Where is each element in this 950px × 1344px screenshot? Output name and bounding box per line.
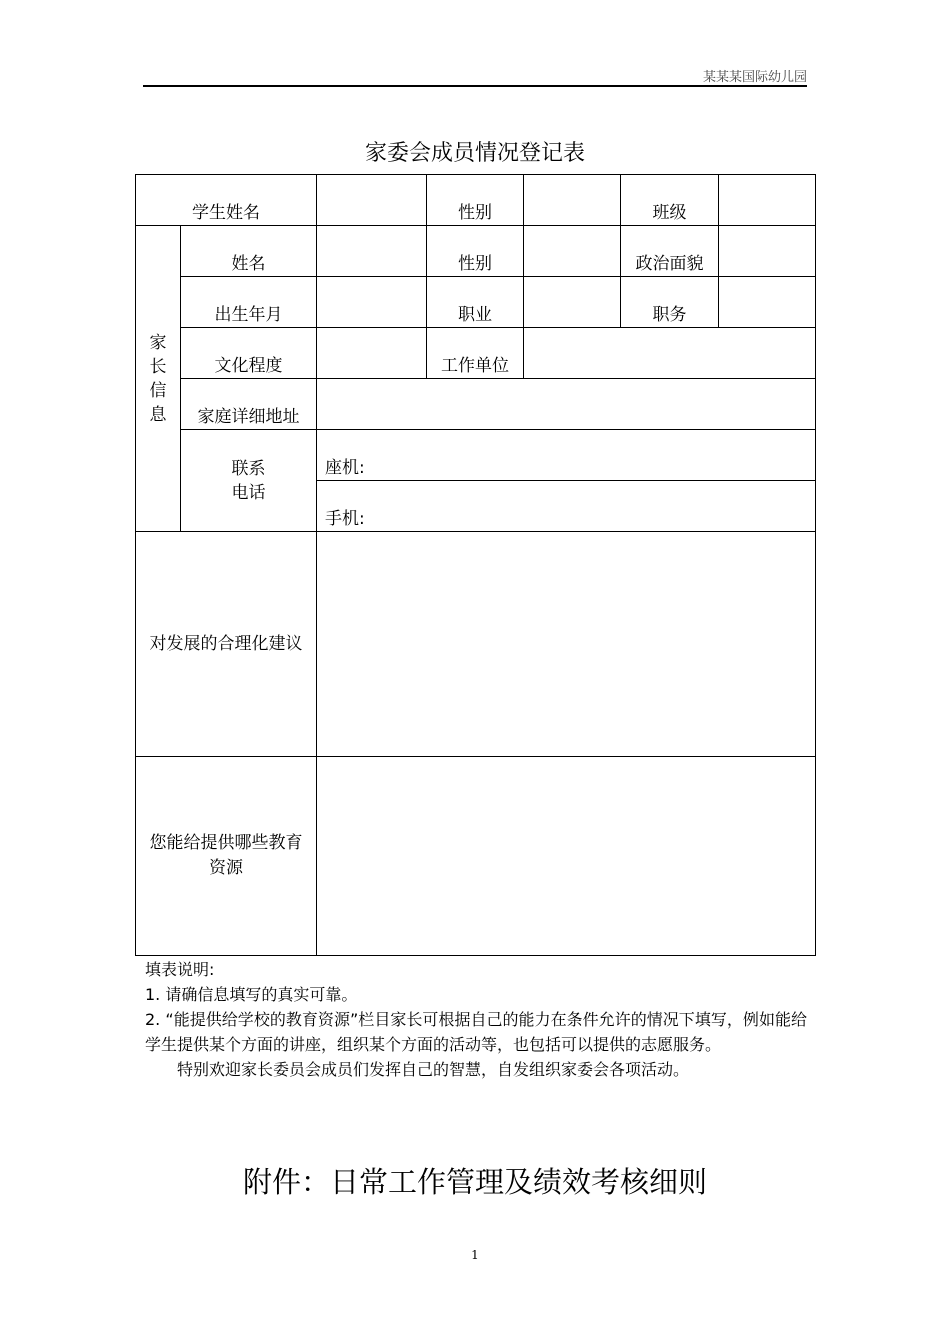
resources-field[interactable] — [317, 757, 816, 956]
suggestion-label-cell — [136, 532, 317, 757]
landline-field[interactable]: 座机: — [317, 430, 816, 481]
form-title: 家委会成员情况登记表 — [364, 141, 585, 166]
education-field[interactable] — [317, 328, 427, 379]
table-row — [136, 226, 816, 277]
parent-name-label: 姓名 — [181, 226, 317, 277]
student-name-field[interactable] — [317, 175, 427, 226]
parent-info-label-cell — [136, 226, 181, 532]
table-row — [136, 757, 816, 956]
table-row — [136, 328, 816, 379]
student-name-label: 学生姓名 — [136, 175, 317, 226]
resources-label-cell — [136, 757, 317, 956]
table-row — [136, 379, 816, 430]
suggestion-label: 对发展的合理化建议 — [149, 633, 303, 654]
notes-section — [145, 957, 807, 1082]
resources-label: 您能给提供哪些教育资源 — [149, 833, 303, 878]
registration-table — [135, 174, 816, 956]
table-row — [136, 175, 816, 226]
parent-gender-field[interactable] — [524, 226, 621, 277]
parent-info-label: 家长信息 — [149, 332, 167, 425]
birth-label: 出生年月 — [181, 277, 317, 328]
table-row — [136, 277, 816, 328]
student-gender-field[interactable] — [524, 175, 621, 226]
notes-item-1: 1. 请确信息填写的真实可靠。 — [145, 985, 358, 1004]
occupation-label: 职业 — [427, 277, 524, 328]
position-label: 职务 — [621, 277, 719, 328]
appendix-title: 附件：日常工作管理及绩效考核细则 — [242, 1165, 707, 1199]
student-gender-label: 性别 — [427, 175, 524, 226]
suggestion-field[interactable] — [317, 532, 816, 757]
class-label: 班级 — [621, 175, 719, 226]
class-field[interactable] — [719, 175, 816, 226]
workplace-label: 工作单位 — [427, 328, 524, 379]
notes-item-2: 2. “能提供给学校的教育资源”栏目家长可根据自己的能力在条件允许的情况下填写，例如能给学生提供某个方面的讲座，组织某个方面的活动等，也包括可以提供的志愿服务。 — [145, 1010, 807, 1054]
education-label: 文化程度 — [181, 328, 317, 379]
political-status-label: 政治面貌 — [621, 226, 719, 277]
table-row — [136, 430, 816, 481]
phone-label-cell — [181, 430, 317, 532]
table-row — [136, 532, 816, 757]
birth-field[interactable] — [317, 277, 427, 328]
address-label: 家庭详细地址 — [181, 379, 317, 430]
phone-label-line1: 联系 — [231, 458, 266, 479]
workplace-field[interactable] — [524, 328, 816, 379]
parent-gender-label: 性别 — [427, 226, 524, 277]
position-field[interactable] — [719, 277, 816, 328]
parent-name-field[interactable] — [317, 226, 427, 277]
header-rule — [143, 85, 807, 87]
occupation-field[interactable] — [524, 277, 621, 328]
mobile-field[interactable]: 手机: — [317, 481, 816, 532]
notes-heading: 填表说明: — [145, 960, 215, 979]
page-number: 1 — [471, 1248, 479, 1262]
political-status-field[interactable] — [719, 226, 816, 277]
address-field[interactable] — [317, 379, 816, 430]
header-org-name: 某某某国际幼儿园 — [702, 70, 807, 85]
notes-closing: 特别欢迎家长委员会成员们发挥自己的智慧，自发组织家委会各项活动。 — [177, 1060, 690, 1079]
phone-label-line2: 电话 — [231, 482, 266, 503]
